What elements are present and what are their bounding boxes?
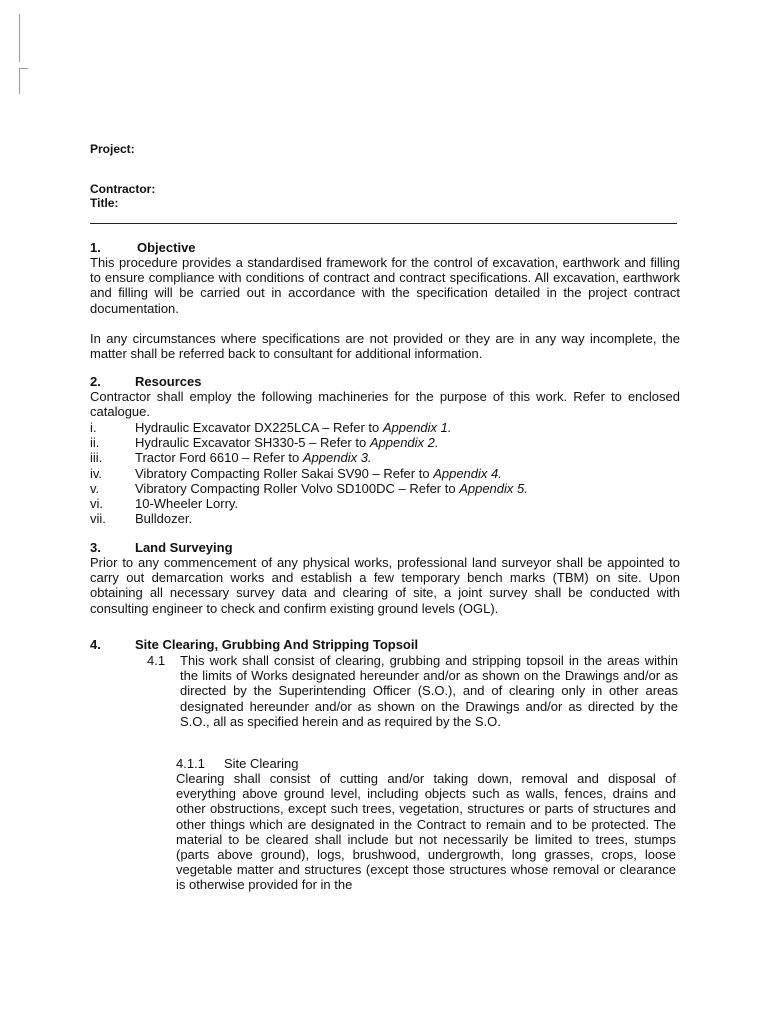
appendix-reference: Appendix 1.: [382, 420, 452, 435]
header-divider: [90, 223, 677, 224]
section-title: Resources: [135, 374, 202, 389]
list-item-text: Vibratory Compacting Roller Volvo SD100DC – Refer to: [135, 480, 460, 496]
list-item: [90, 435, 528, 450]
list-item-number: v.: [90, 480, 100, 496]
list-item-text: Bulldozer.: [135, 511, 193, 527]
subsection-text: This work shall consist of clearing, grubbing and stripping topsoil in the areas within the limits of Works designated hereunder and/or as shown on the Drawings and/or as directed by the Superintending Officer (S.O.), and of clearing only in other areas designated hereunder and/or as shown on the Drawings and/or as directed by the S.O., all as specified herein and as required by the S.O.: [180, 653, 678, 729]
appendix-reference: Appendix 3.: [302, 450, 372, 466]
list-item-text: 10-Wheeler Lorry.: [135, 495, 239, 511]
list-item-number: vii.: [90, 511, 106, 527]
section-number: 2.: [90, 374, 101, 389]
subsubsection-title: Site Clearing: [224, 756, 299, 771]
list-item: [90, 420, 528, 435]
section-site-clearing-heading: [90, 637, 418, 652]
appendix-reference: Appendix 5.: [459, 480, 528, 496]
scan-corner-mark: [19, 68, 20, 94]
list-item-text: Vibratory Compacting Roller Sakai SV90 – Refer to: [135, 465, 434, 481]
section-objective-heading: [90, 240, 196, 255]
subsubsection-number: 4.1.1: [176, 756, 205, 771]
list-item-number: ii.: [90, 435, 100, 451]
subsubsection-4-1-1-heading: [176, 756, 298, 771]
objective-paragraph-1: This procedure provides a standardised framework for the control of excavation, earthwork and filling to ensure compliance with conditions of contract and contract specifications. All excavation, earthwork and filling will be carried out in accordance with the specification detailed in the project contract documentation.: [90, 255, 680, 316]
list-item-number: iv.: [90, 465, 103, 481]
appendix-reference: Appendix 2.: [369, 435, 439, 451]
subsection-4-1: [147, 653, 677, 729]
scan-corner-mark-top: [19, 68, 28, 69]
list-item: [90, 466, 528, 481]
project-label: Project:: [90, 142, 135, 156]
section-title: Site Clearing, Grubbing And Stripping Topsoil: [135, 637, 419, 652]
list-item: [90, 496, 528, 511]
section-title: Land Surveying: [135, 540, 233, 555]
list-item-number: iii.: [90, 450, 103, 466]
list-item: [90, 511, 528, 526]
resources-intro: Contractor shall employ the following machineries for the purpose of this work. Refer to enclosed catalogue.: [90, 389, 680, 420]
list-item: [90, 481, 528, 496]
land-surveying-paragraph: Prior to any commencement of any physical works, professional land surveyor shall be appointed to carry out demarcation works and establish a few temporary bench marks (TBM) on site. Upon obtaining all necessary survey data and clearing of site, a joint survey shall be conducted with consulting engineer to check and confirm existing ground levels (OGL).: [90, 555, 680, 616]
machinery-list: [90, 420, 528, 526]
section-number: 3.: [90, 540, 101, 555]
list-item-text: Hydraulic Excavator DX225LCA – Refer to: [135, 420, 383, 435]
section-land-surveying-heading: [90, 540, 233, 555]
scan-margin-mark: [19, 14, 20, 62]
section-title: Objective: [137, 240, 196, 255]
list-item-text: Tractor Ford 6610 – Refer to: [135, 450, 303, 466]
list-item-number: vi.: [90, 495, 103, 511]
contractor-label: Contractor:: [90, 182, 156, 196]
section-number: 1.: [90, 240, 101, 255]
list-item-number: i.: [90, 420, 97, 435]
section-number: 4.: [90, 637, 101, 652]
appendix-reference: Appendix 4.: [433, 465, 502, 481]
objective-paragraph-2: In any circumstances where specifications are not provided or they are in any way incomplete, the matter shall be referred back to consultant for additional information.: [90, 331, 680, 362]
subsection-number: 4.1: [147, 653, 166, 668]
list-item-text: Hydraulic Excavator SH330-5 – Refer to: [135, 435, 370, 451]
title-label: Title:: [90, 196, 119, 210]
site-clearing-paragraph: Clearing shall consist of cutting and/or taking down, removal and disposal of everything above ground level, including objects such as walls, fences, drains and other obstructions, except such trees, vegetation, structures or parts of structures and other things which are designated in the Contract to remain and to be protected. The material to be cleared shall include but not necessarily be limited to trees, stumps (parts above ground), logs, brushwood, undergrowth, long grasses, crops, loose vegetable matter and structures (except those structures whose removal or clearance is otherwise provided for in the: [176, 771, 676, 893]
section-resources-heading: [90, 374, 201, 389]
list-item: [90, 450, 528, 465]
